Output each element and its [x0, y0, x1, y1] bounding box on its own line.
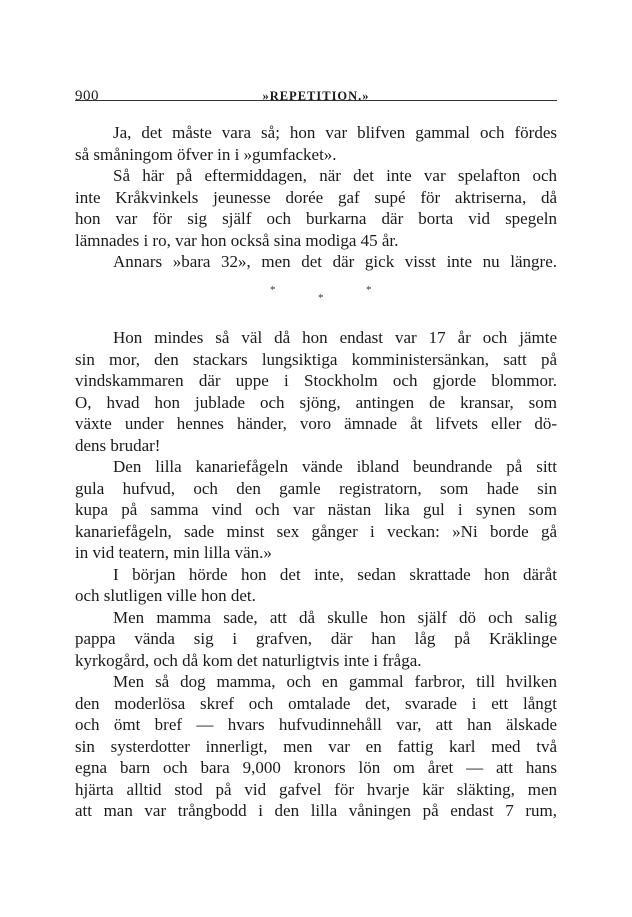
- text-line: egna barn och bara 9,000 kronors lön om året — att hans: [75, 758, 557, 777]
- text-line: så småningom öfver in i »gumfacket».: [75, 144, 337, 164]
- paragraph-first-line: Hon mindes så väl då hon endast var 17 år och jämte: [113, 328, 557, 347]
- text-line: att man var trångbodd i den lilla våningen på endast 7 rum,: [75, 801, 557, 820]
- paragraph-first-line: I början hörde hon det inte, sedan skrattade hon däråt: [113, 564, 557, 584]
- text-section-2: [75, 327, 557, 822]
- text-section-1: [75, 122, 557, 273]
- asterism-star: *: [366, 284, 372, 296]
- text-line: växte under hennes händer, voro ämnade åt lifvets eller dö-: [75, 414, 557, 433]
- text-line: kanariefågeln, sade minst sex gånger i veckan: »Ni borde gå: [75, 521, 557, 541]
- paragraph-first-line: Den lilla kanariefågeln vände ibland beundrande på sitt: [113, 457, 557, 476]
- paragraph-first-line: Ja, det måste vara så; hon var blifven gammal och fördes: [113, 123, 557, 142]
- text-line: vindskammaren där uppe i Stockholm och gjorde blommor.: [75, 371, 557, 390]
- text-line: och slutligen ville hon det.: [75, 586, 256, 605]
- running-title: »REPETITION.»: [262, 89, 370, 103]
- asterism-star: *: [270, 284, 276, 296]
- text-line: gula hufvud, och den gamle registratorn, som hade sin: [75, 478, 557, 498]
- page-number: 900: [75, 88, 99, 104]
- text-line: dens brudar!: [75, 435, 161, 455]
- text-line: inte Kråkvinkels jeunesse dorée gaf supé för aktriserna, då: [75, 187, 557, 207]
- text-line: sin systerdotter innerligt, men var en fattig karl med två: [75, 736, 557, 756]
- text-line: den moderlösa skref och omtalade det, svarade i ett långt: [75, 693, 557, 713]
- text-line: pappa vända sig i grafven, där han låg på Kräklinge: [75, 629, 557, 648]
- text-line: hjärta alltid stod på vid gafvel för hvarje kär släkting, men: [75, 779, 557, 799]
- text-line: kyrkogård, och då kom det naturligtvis inte i fråga.: [75, 650, 422, 670]
- paragraph-first-line: Annars »bara 32», men det där gick visst inte nu längre.: [113, 252, 557, 271]
- text-line: hon var för sig själf och burkarna där borta vid spegeln: [75, 209, 557, 228]
- paragraph-first-line: Så här på eftermiddagen, när det inte var spelafton och: [113, 166, 557, 185]
- header-rule: [75, 100, 557, 101]
- text-line: kupa på samma vind och var nästan lika gul i synen som: [75, 500, 557, 519]
- text-line: in vid teatern, min lilla vän.»: [75, 543, 272, 562]
- text-line: lämnades i ro, var hon också sina modiga 45 år.: [75, 230, 399, 250]
- text-line: sin mor, den stackars lungsiktiga komministersänkan, satt på: [75, 349, 557, 369]
- text-line: O, hvad hon jublade och sjöng, antingen de kransar, som: [75, 392, 557, 412]
- asterism-star: *: [318, 292, 324, 304]
- paragraph-first-line: Men så dog mamma, och en gammal farbror, till hvilken: [113, 672, 557, 691]
- paragraph-first-line: Men mamma sade, att då skulle hon själf dö och salig: [113, 607, 557, 627]
- text-line: och ömt bref — hvars hufvudinnehåll var, att han älskade: [75, 715, 557, 734]
